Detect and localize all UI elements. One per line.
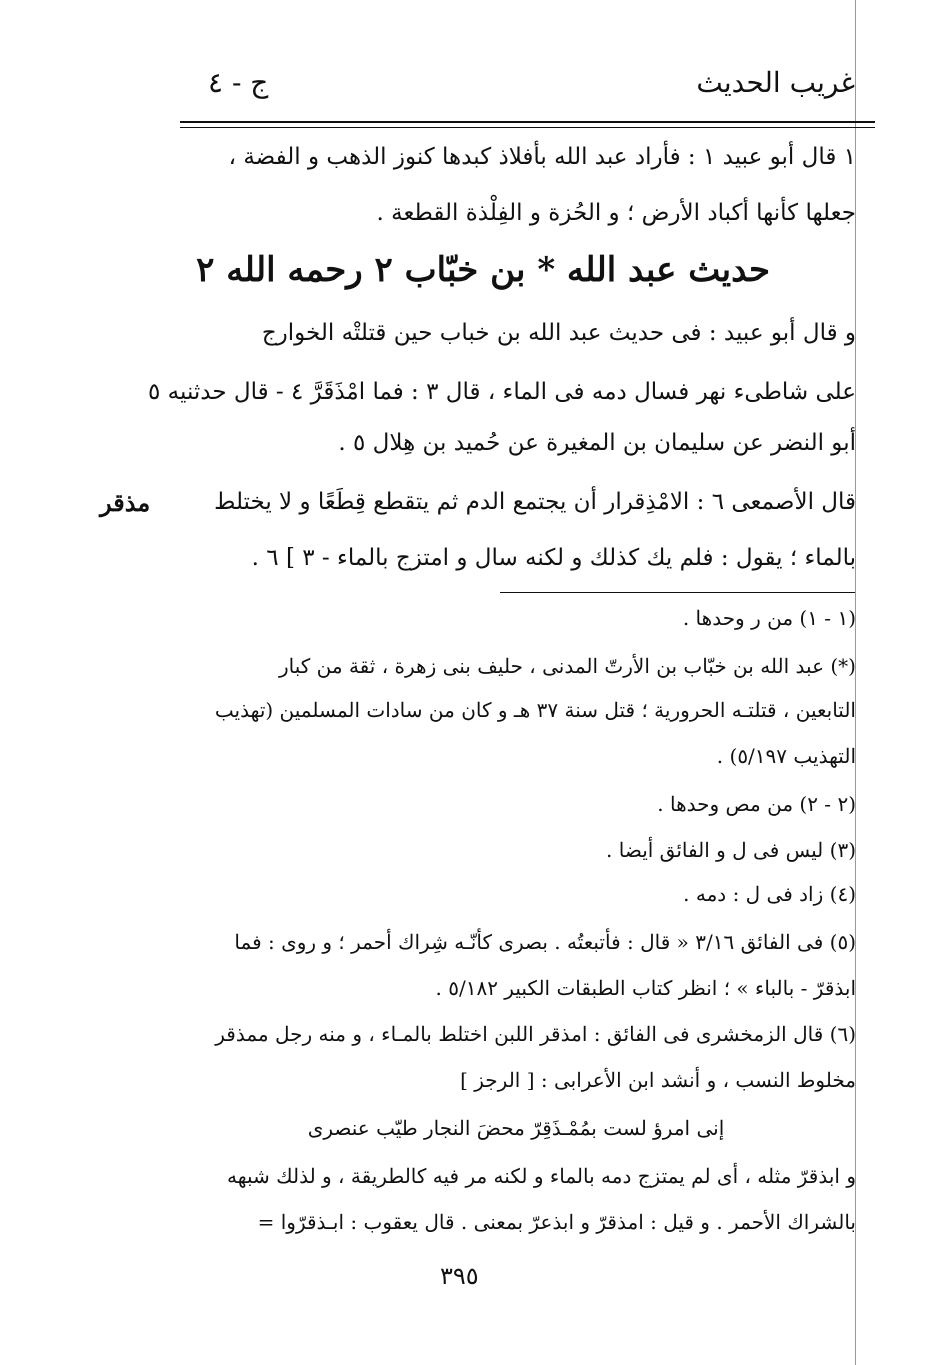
body-line: على شاطىء نهر فسال دمه فى الماء ، قال ٣ : فما امْذَقَرَّ ٤ - قال حدثنيه ٥	[148, 379, 856, 405]
margin-keyword: مذقر	[100, 488, 151, 517]
body-line: بالماء ؛ يقول : فلم يك كذلك و لكنه سال و امتزج بالماء - ٣ ] ٦ .	[251, 545, 856, 571]
volume-number: ج - ٤	[208, 66, 269, 99]
footnote-line: (٥) فى الفائق ٣/١٦ « قال : فأتبعتُه . بصرى كأنّـه شِراك أحمر ؛ و روى : فما	[234, 930, 856, 954]
header-rule-thin	[180, 127, 875, 128]
footnote-line: التابعين ، قتلتـه الحرورية ؛ قتل سنة ٣٧ هـ و كان من سادات المسلمين (تهذيب	[214, 698, 856, 722]
poetry-verse: إنى امرؤ لست بمُمْـذَقِرّ محضَ النجار طيّب عنصرى	[307, 1116, 725, 1140]
footnote-line: (*) عبد الله بن خبّاب بن الأرتّ المدنى ، حليف بنى زهرة ، ثقة من كبار	[278, 654, 856, 678]
page-number: ٣٩٥	[440, 1262, 479, 1290]
footnote-line: التهذيب ٥/١٩٧) .	[716, 744, 856, 768]
footnote-rule	[500, 592, 855, 593]
header-rule	[180, 121, 875, 123]
footnote-line: (١ - ١) من ر وحدها .	[682, 606, 856, 630]
running-header	[190, 66, 855, 106]
footnote-line: (٤) زاد فى ل : دمه .	[683, 882, 856, 906]
body-line: قال الأصمعى ٦ : الامْذِقرار أن يجتمع الدم ثم يتقطع قِطَعًا و لا يختلط	[214, 489, 856, 515]
intro-line: جعلها كأنها أكباد الأرض ؛ و الحُزة و الفِلْذة القطعة .	[376, 200, 856, 226]
footnote-line: ابذقرّ - بالباء » ؛ انظر كتاب الطبقات الكبير ٥/١٨٢ .	[435, 976, 856, 1000]
footnote-line: و ابذقرّ مثله ، أى لم يمتزج دمه بالماء و لكنه مر فيه كالطريقة ، و لذلك شبهه	[227, 1164, 856, 1188]
footnote-line: (٢ - ٢) من مص وحدها .	[657, 792, 856, 816]
body-line: و قال أبو عبيد : فى حديث عبد الله بن خباب حين قتلتْه الخوارج	[261, 320, 856, 346]
footnote-line: (٣) ليس فى ل و الفائق أيضا .	[606, 838, 856, 862]
body-line: أبو النضر عن سليمان بن المغيرة عن حُميد بن هِلال ٥ .	[338, 430, 856, 456]
book-title: غريب الحديث	[696, 66, 855, 99]
footnote-line: (٦) قال الزمخشرى فى الفائق : امذقر اللبن اختلط بالمـاء ، و منه رجل ممذقر	[215, 1022, 856, 1046]
footnote-line: مخلوط النسب ، و أنشد ابن الأعرابى : [ الرجز ]	[460, 1068, 856, 1092]
footnote-line: بالشراك الأحمر . و قيل : امذقرّ و ابذعرّ بمعنى . قال يعقوب : ابـذقرّوا =	[257, 1210, 856, 1234]
intro-line: ١ قال أبو عبيد ١ : فأراد عبد الله بأفلاذ كبدها كنوز الذهب و الفضة ،	[228, 144, 856, 170]
section-title: حديث عبد الله * بن خبّاب ٢ رحمه الله ٢	[196, 250, 770, 290]
